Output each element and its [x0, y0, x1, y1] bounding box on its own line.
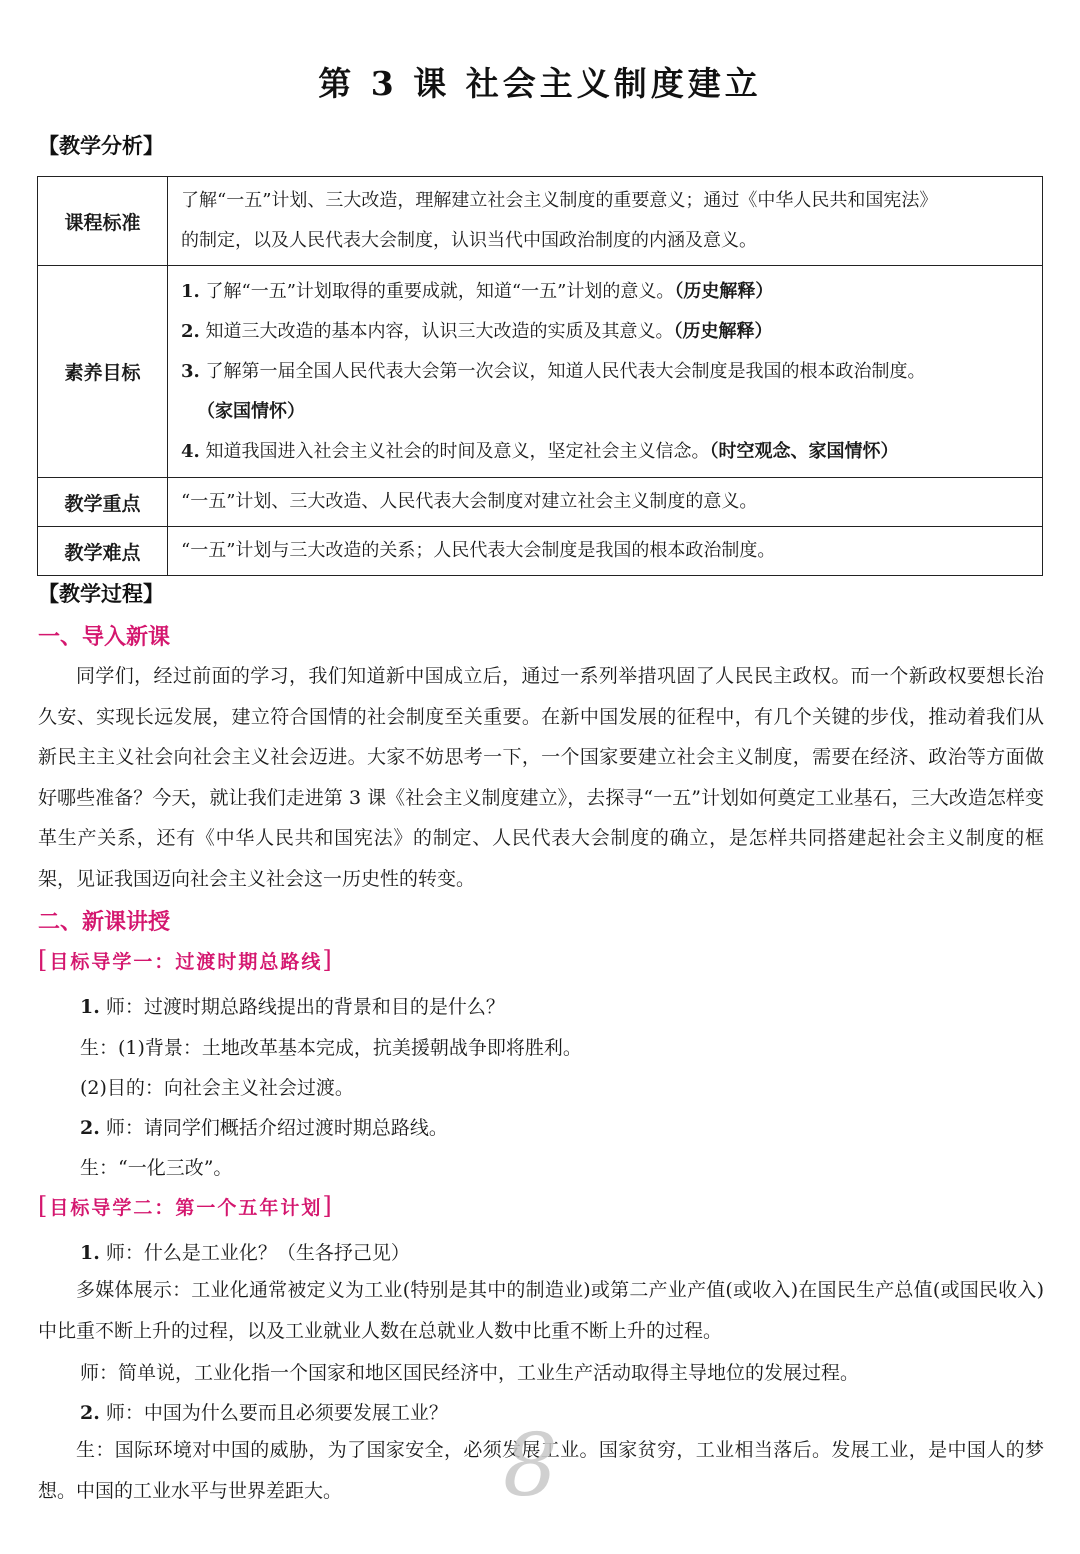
- teacher-explanation: 师：简单说，工业化指一个国家和地区国民经济中，工业生产活动取得主导地位的发展过程。: [80, 1362, 860, 1384]
- process-heading: 【教学过程】: [38, 582, 164, 606]
- standard-content: [168, 177, 1043, 266]
- literacy-content: [168, 266, 1043, 478]
- goal1-question1: 1. 师：过渡时期总路线提出的背景和目的是什么？: [80, 996, 505, 1018]
- intro-paragraph: 同学们，经过前面的学习，我们知道新中国成立后，通过一系列举措巩固了人民民主政权。而一个新政权要想长治久安、实现长远发展，建立符合国情的社会制度至关重要。在新中国发展的征程中，有几个关键的步伐，推动着我们从新民主主义社会向社会主义社会迈进。大家不妨思考一下，一个国家要建立社会主义制度，需要在经济、政治等方面做好哪些准备？今天，就让我们走进第 3 课《社会主义制度建立》，去探寻“一五”计划如何奠定工业基石，三大改造怎样变革生产关系，还有《中华人民共和国宪法》的制定、人民代表大会制度的确立，是怎样共同搭建起社会主义制度的框架，见证我国迈向社会主义社会这一历史性的转变。: [38, 665, 1044, 890]
- section2-heading: 二、新课讲授: [38, 910, 171, 935]
- row-label-literacy: 素养目标: [38, 266, 168, 478]
- page-number: 8: [503, 1416, 558, 1516]
- row-label-standard: 课程标准: [38, 177, 168, 266]
- table-row: [38, 527, 1043, 576]
- goal1-answer2: 生：“一化三改”。: [80, 1157, 233, 1179]
- table-row: [38, 478, 1043, 527]
- goal2-title: [目标导学二：第一个五年计划]: [38, 1192, 334, 1220]
- row-label-difficult: 教学难点: [38, 527, 168, 576]
- goal2-question2: 2. 师：中国为什么要而且必须要发展工业？: [80, 1402, 448, 1424]
- key-content: “一五”计划、三大改造、人民代表大会制度对建立社会主义制度的意义。: [168, 478, 1043, 527]
- goal1-answer1: 生：(1)背景：土地改革基本完成，抗美援朝战争即将胜利。: [80, 1037, 582, 1059]
- page-title: 第 3 课 社会主义制度建立: [318, 64, 762, 103]
- difficult-content: “一五”计划与三大改造的关系；人民代表大会制度是我国的根本政治制度。: [168, 527, 1043, 576]
- row-label-key: 教学重点: [38, 478, 168, 527]
- standard-line: 的制定，以及人民代表大会制度，认识当代中国政治制度的内涵及意义。: [181, 230, 757, 251]
- goal1-answer1b: (2)目的：向社会主义社会过渡。: [80, 1077, 354, 1099]
- table-row: [38, 266, 1043, 478]
- goal2-answer2: 生：国际环境对中国的威胁，为了国家安全，必须发展工业。国家贫穷，工业相当落后。发展工业，是中国人的梦想。中国的工业水平与世界差距大。: [38, 1439, 1044, 1502]
- goal1-title: [目标导学一：过渡时期总路线]: [38, 946, 334, 974]
- literacy-item: 1. 了解“一五”计划取得的重要成就，知道“一五”计划的意义。（历史解释）: [181, 280, 774, 302]
- literacy-item: 3. 了解第一届全国人民代表大会第一次会议，知道人民代表大会制度是我国的根本政治制度。 （家国情怀）: [181, 360, 926, 422]
- goal1-question2: 2. 师：请同学们概括介绍过渡时期总路线。: [80, 1117, 448, 1139]
- standard-line: 了解“一五”计划、三大改造，理解建立社会主义制度的重要意义；通过《中华人民共和国宪法》: [181, 190, 938, 211]
- literacy-item: 2. 知道三大改造的基本内容，认识三大改造的实质及其意义。（历史解释）: [181, 320, 773, 342]
- analysis-table: [37, 176, 1043, 576]
- literacy-item: 4. 知道我国进入社会主义社会的时间及意义，坚定社会主义信念。（时空观念、家国情怀）: [181, 440, 899, 462]
- media-paragraph: 多媒体展示：工业化通常被定义为工业(特别是其中的制造业)或第二产业产值(或收入)在国民生产总值(或国民收入)中比重不断上升的过程，以及工业就业人数在总就业人数中比重不断上升的过程。: [38, 1279, 1044, 1342]
- section1-heading: 一、导入新课: [38, 625, 171, 650]
- analysis-heading: 【教学分析】: [38, 134, 164, 158]
- goal2-question1: 1. 师：什么是工业化？（生各抒己见）: [80, 1242, 410, 1264]
- table-row: [38, 177, 1043, 266]
